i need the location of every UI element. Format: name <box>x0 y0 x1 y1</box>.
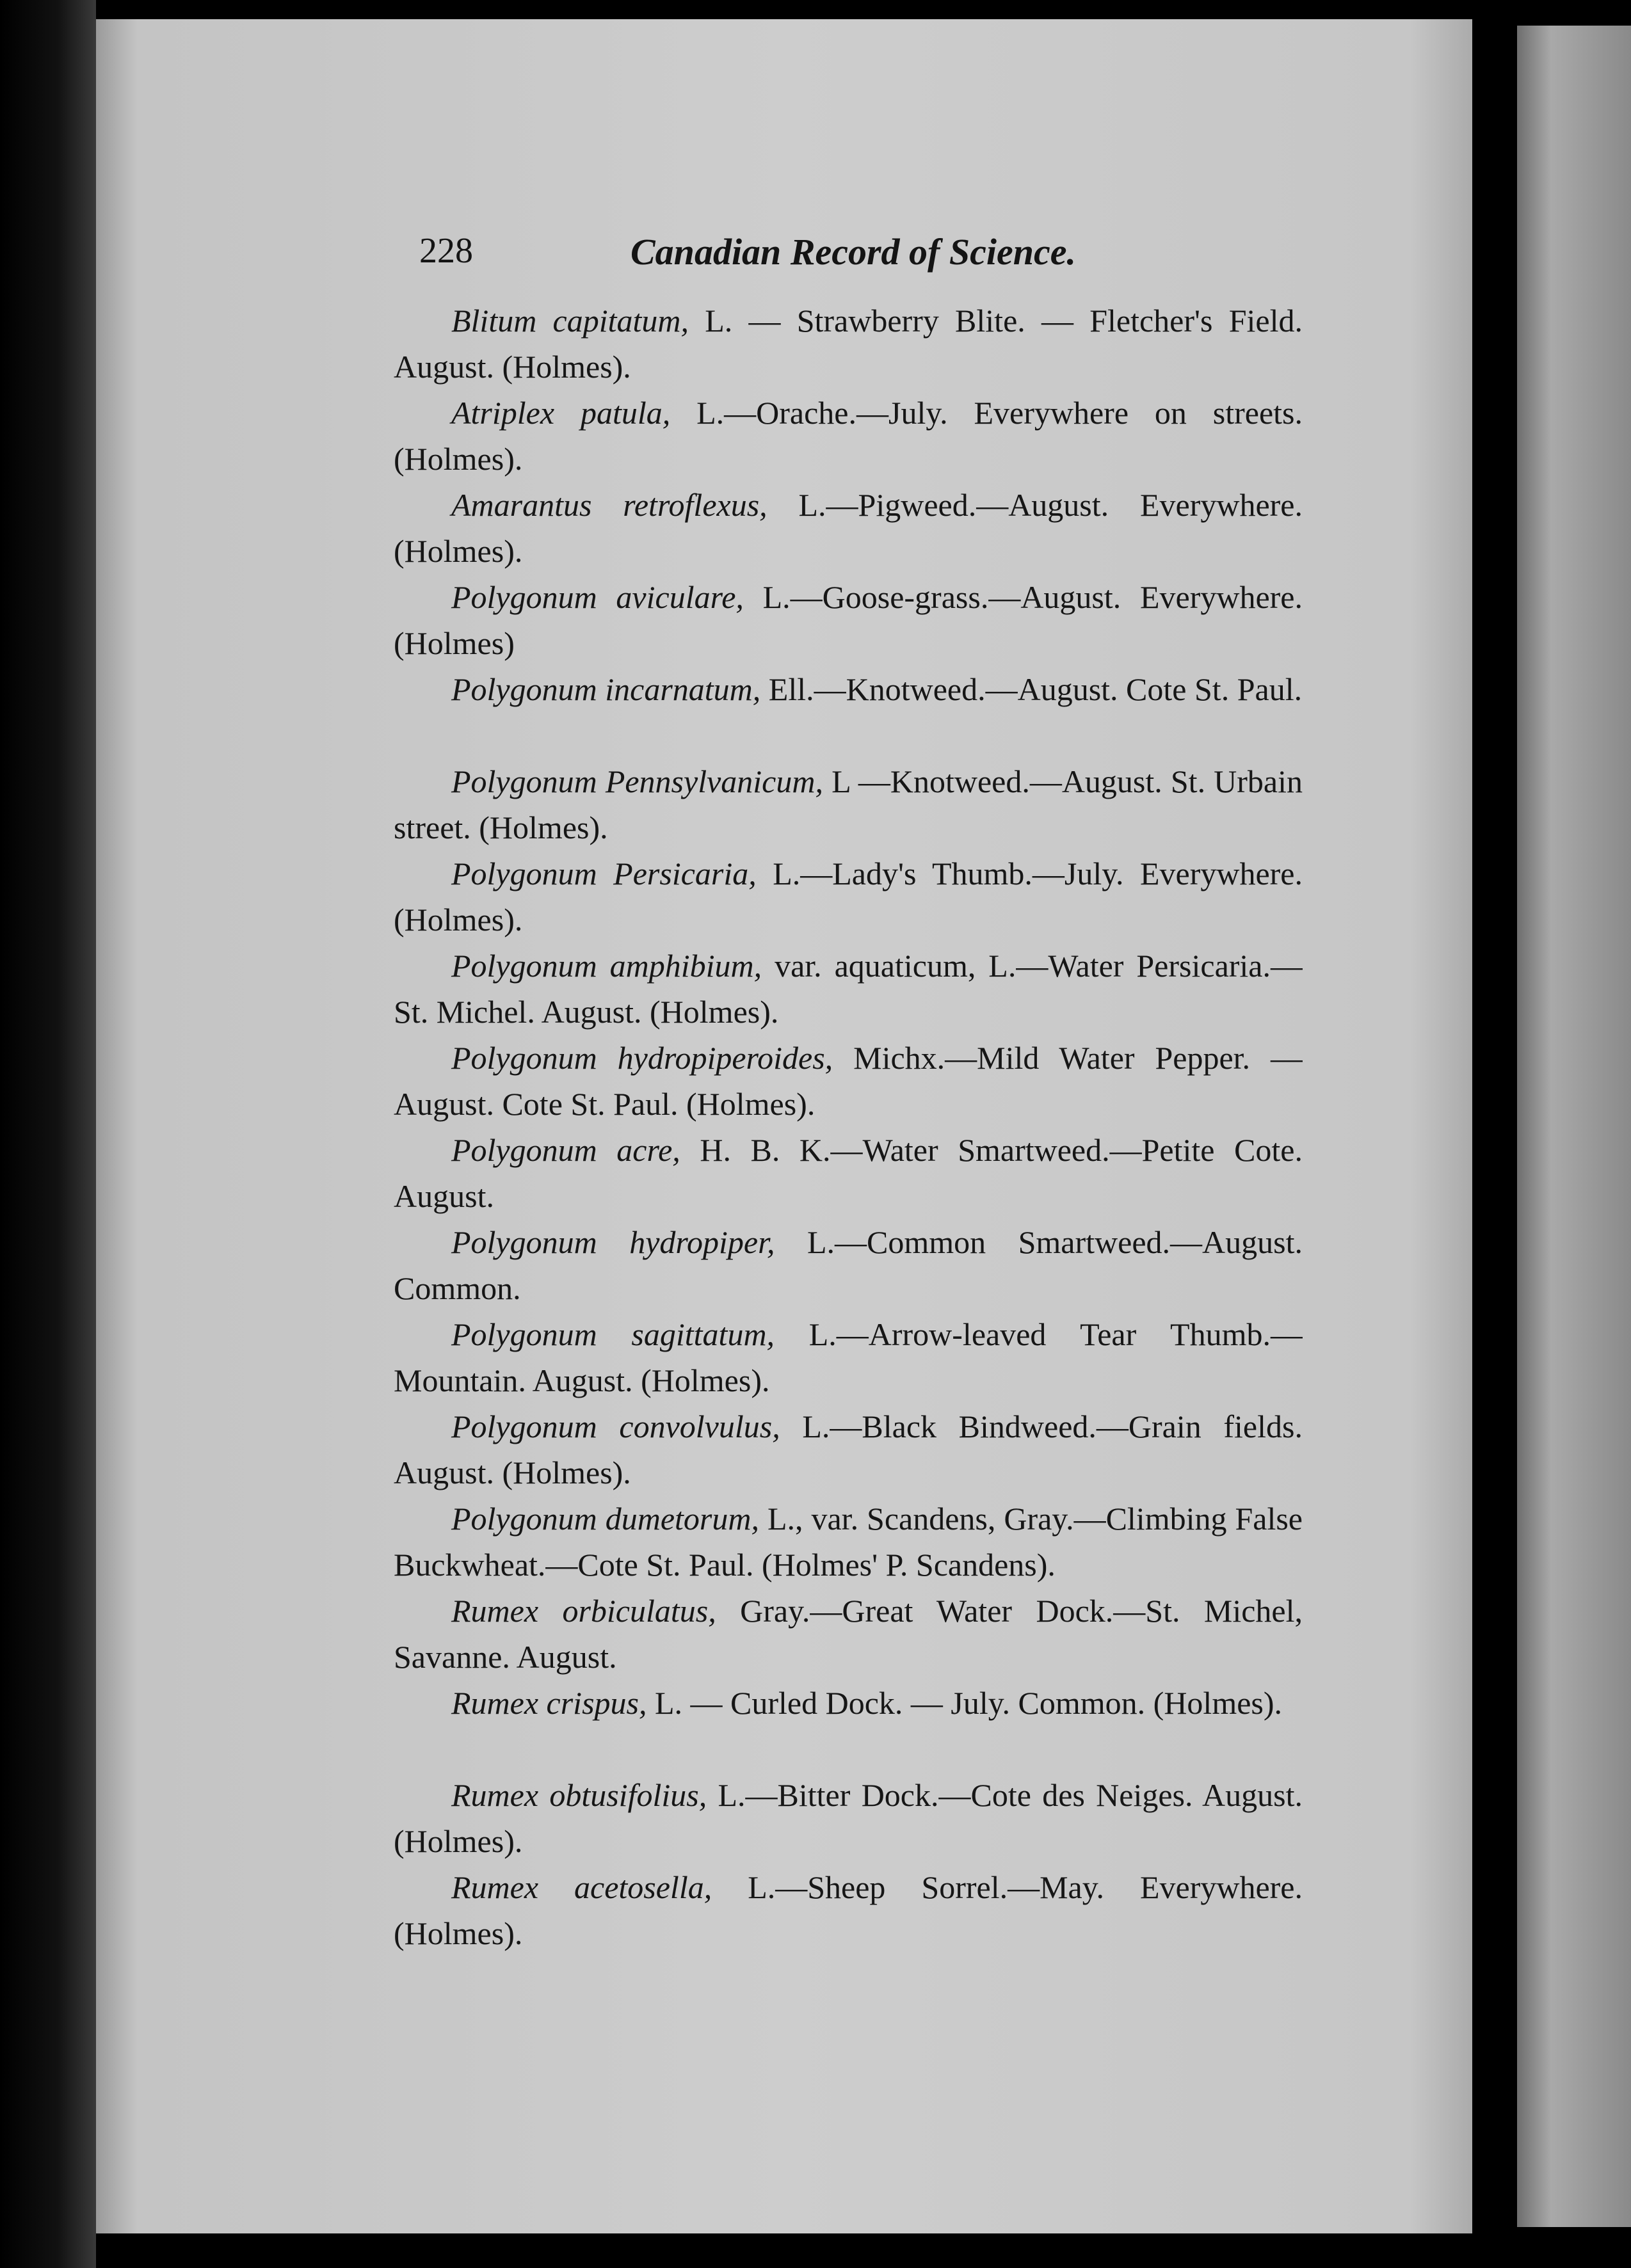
species-entry <box>394 298 1303 390</box>
species-entry <box>394 1772 1303 1864</box>
species-entry <box>394 758 1303 850</box>
species-latin-name: Amarantus retroflexus, <box>451 487 767 523</box>
species-entry <box>394 1035 1303 1127</box>
species-description: L.—Orache.—July. Everywhere on streets. (Holmes). <box>394 395 1303 477</box>
species-latin-name: Rumex orbiculatus, <box>451 1593 716 1629</box>
species-latin-name: Rumex crispus, <box>451 1685 647 1721</box>
species-list <box>394 298 1303 1956</box>
species-entry <box>394 1403 1303 1496</box>
page-header <box>419 230 1123 288</box>
species-description: Gray.—Great Water Dock.—St. Michel, Savanne. August. <box>394 1593 1303 1675</box>
book-spine <box>1472 0 1517 2268</box>
species-entry <box>394 666 1303 758</box>
species-description: L. — Curled Dock. — July. Common. (Holmes). <box>647 1685 1283 1721</box>
species-latin-name: Polygonum amphibium, <box>451 948 762 984</box>
species-latin-name: Polygonum acre, <box>451 1132 680 1168</box>
species-entry <box>394 390 1303 482</box>
species-latin-name: Polygonum aviculare, <box>451 579 744 615</box>
species-latin-name: Blitum capitatum, <box>451 303 689 339</box>
species-entry <box>394 1311 1303 1403</box>
page-number: 228 <box>419 231 473 271</box>
species-entry <box>394 943 1303 1035</box>
species-description: var. aquaticum, L.—Water Persicaria.—St. Michel. August. (Holmes). <box>394 948 1303 1030</box>
species-description: H. B. K.—Water Smartweed.—Petite Cote. August. <box>394 1132 1303 1214</box>
species-description: L.—Bitter Dock.—Cote des Neiges. August. (Holmes). <box>394 1777 1303 1859</box>
species-latin-name: Polygonum hydropiperoides, <box>451 1040 833 1076</box>
species-description: L.—Goose-grass.—August. Everywhere. (Holmes) <box>394 579 1303 661</box>
species-latin-name: Atriplex patula, <box>451 395 671 431</box>
species-latin-name: Rumex obtusifolius, <box>451 1777 707 1813</box>
species-description: L. — Strawberry Blite. — Fletcher's Field. August. (Holmes). <box>394 303 1303 385</box>
species-latin-name: Polygonum hydropiper, <box>451 1224 775 1260</box>
species-description: Ell.—Knotweed.—August. Cote St. Paul. <box>760 671 1303 707</box>
species-entry <box>394 1496 1303 1588</box>
species-description: L.—Lady's Thumb.—July. Everywhere. (Holmes). <box>394 856 1303 938</box>
species-latin-name: Polygonum convolvulus, <box>451 1409 780 1444</box>
species-description: L —Knotweed.—August. St. Urbain street. (Holmes). <box>394 763 1303 845</box>
species-description: L.—Pigweed.—August. Everywhere. (Holmes). <box>394 487 1303 569</box>
species-description: L., var. Scandens, Gray.—Climbing False Buckwheat.—Cote St. Paul. (Holmes' P. Scandens). <box>394 1501 1303 1583</box>
species-entry <box>394 1588 1303 1680</box>
species-entry <box>394 574 1303 666</box>
species-entry <box>394 1680 1303 1772</box>
species-description: L.—Arrow-leaved Tear Thumb.— Mountain. August. (Holmes). <box>394 1316 1303 1398</box>
species-latin-name: Rumex acetosella, <box>451 1869 712 1905</box>
species-latin-name: Polygonum incarnatum, <box>451 671 761 707</box>
running-title: Canadian Record of Science. <box>631 231 1076 273</box>
adjacent-page-edge <box>1517 26 1631 2227</box>
species-latin-name: Polygonum Pennsylvanicum, <box>451 763 823 799</box>
species-description: L.—Sheep Sorrel.—May. Everywhere. (Holmes). <box>394 1869 1303 1951</box>
species-description: L.—Black Bindweed.—Grain fields. August. (Holmes). <box>394 1409 1303 1490</box>
species-latin-name: Polygonum sagittatum, <box>451 1316 775 1352</box>
species-entry <box>394 1864 1303 1956</box>
species-entry <box>394 482 1303 574</box>
scan-left-margin <box>0 0 96 2268</box>
species-latin-name: Polygonum Persicaria, <box>451 856 757 891</box>
species-entry <box>394 1127 1303 1219</box>
species-entry <box>394 1219 1303 1311</box>
species-description: Michx.—Mild Water Pepper. —August. Cote St. Paul. (Holmes). <box>394 1040 1303 1122</box>
species-description: L.—Common Smartweed.—August. Common. <box>394 1224 1303 1306</box>
species-latin-name: Polygonum dumetorum, <box>451 1501 759 1537</box>
species-entry <box>394 850 1303 943</box>
